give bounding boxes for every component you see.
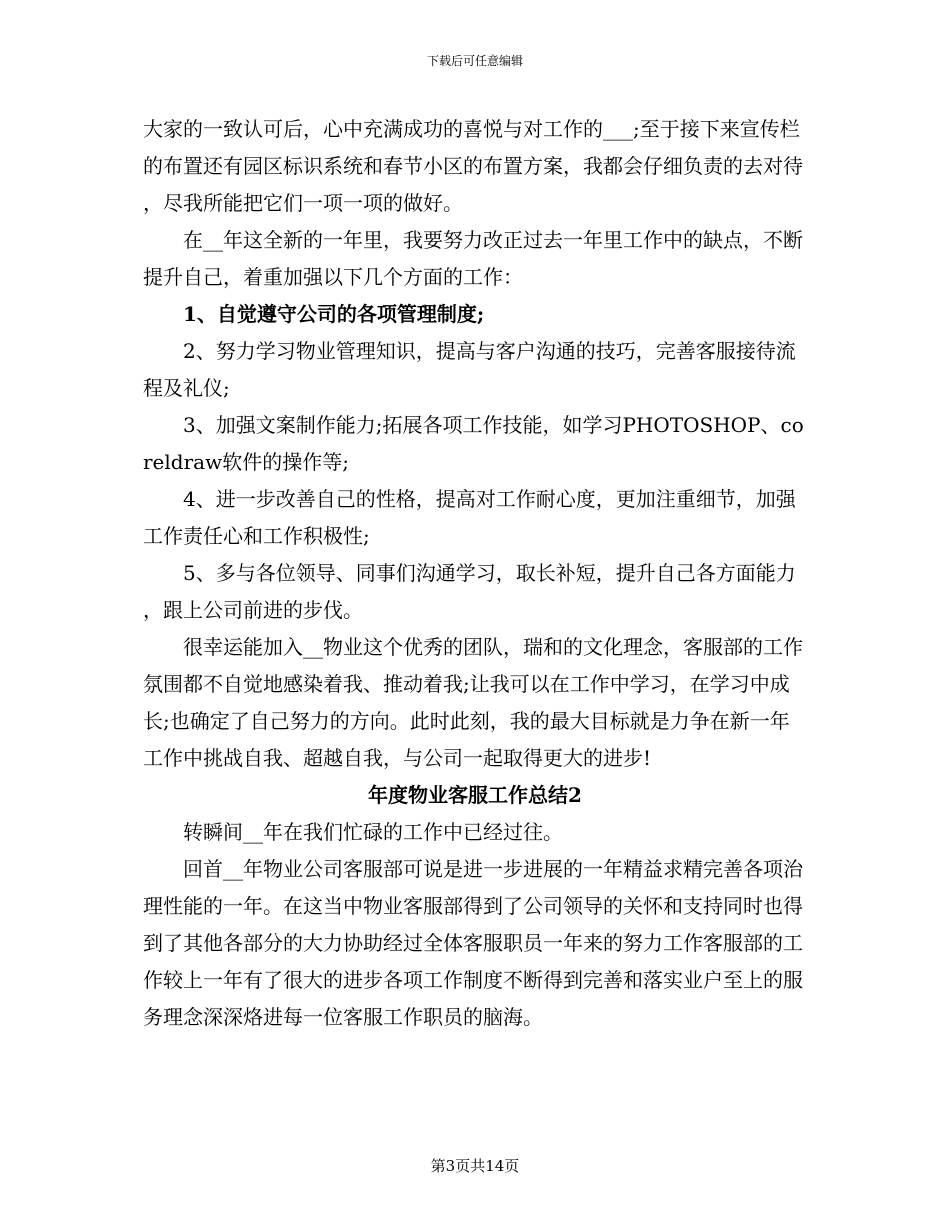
section-heading: 年度物业客服工作总结2 <box>368 783 582 807</box>
list-item: 1、自觉遵守公司的各项管理制度; <box>183 302 485 326</box>
page-header: 下载后可任意编辑 <box>426 54 523 68</box>
list-item: 4、进一步改善自己的性格，提高对工作耐心度，更加注重细节，加强工作责任心和工作积极性; <box>143 487 796 548</box>
paragraph: 很幸运能加入__物业这个优秀的团队，瑞和的文化理念，客服部的工作氛围都不自觉地感染着我、推动着我;让我可以在工作中学习，在学习中成长;也确定了自己努力的方向。此时此刻，我的最大目标就是力争在新一年工作中挑战自我、超越自我，与公司一起取得更大的进步! <box>143 635 803 770</box>
paragraph: 大家的一致认可后，心中充满成功的喜悦与对工作的___;至于接下来宣传栏的布置还有园区标识系统和春节小区的布置方案，我都会仔细负责的去对待，尽我所能把它们一项一项的做好。 <box>143 117 803 215</box>
list-item: 5、多与各位领导、同事们沟通学习，取长补短，提升自己各方面能力，跟上公司前进的步伐。 <box>143 561 796 622</box>
paragraph: 转瞬间__年在我们忙碌的工作中已经过往。 <box>183 820 563 844</box>
list-item: 3、加强文案制作能力;拓展各项工作技能，如学习PHOTOSHOP、coreldraw软件的操作等; <box>143 413 804 474</box>
list-item: 2、努力学习物业管理知识，提高与客户沟通的技巧，完善客服接待流程及礼仪; <box>143 339 796 400</box>
page-footer: 第3页共14页 <box>430 1157 520 1175</box>
paragraph: 回首__年物业公司客服部可说是进一步进展的一年精益求精完善各项治理性能的一年。在这当中物业客服部得到了公司领导的关怀和支持同时也得到了其他各部分的大力协助经过全体客服职员一年来的努力工作客服部的工作较上一年有了很大的进步各项工作制度不断得到完善和落实业户至上的服务理念深深烙进每一位客服工作职员的脑海。 <box>143 857 803 1029</box>
document-body <box>143 111 807 1036</box>
paragraph: 在__年这全新的一年里，我要努力改正过去一年里工作中的缺点，不断提升自己，着重加强以下几个方面的工作： <box>143 228 803 289</box>
